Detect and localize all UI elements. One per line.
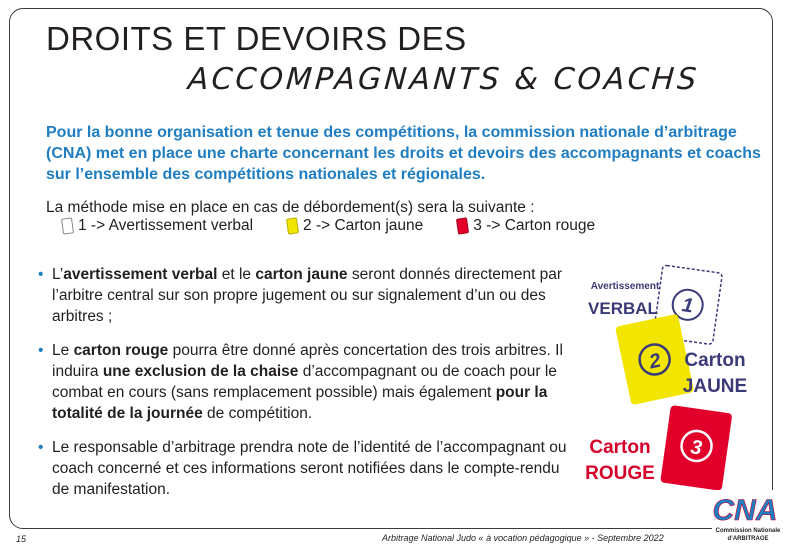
red-card bbox=[660, 405, 732, 491]
red-label-1: Carton bbox=[589, 437, 651, 458]
cna-logo-line1: Commission Nationale bbox=[715, 528, 781, 534]
red-card-icon bbox=[456, 217, 469, 234]
verbal-label-2: VERBAL bbox=[588, 299, 658, 318]
strong-text: carton jaune bbox=[255, 266, 348, 283]
cna-logo-letters: CNA bbox=[712, 494, 778, 527]
verbal-label-1: Avertissement bbox=[590, 281, 660, 292]
title-line-1: DROITS ET DEVOIRS DES bbox=[46, 20, 467, 57]
legend-label-yellow: 2 -> Carton jaune bbox=[303, 217, 424, 234]
legend-label-verbal: 1 -> Avertissement verbal bbox=[78, 217, 254, 234]
page-number: 15 bbox=[16, 534, 27, 544]
bullet-icon: • bbox=[38, 342, 44, 359]
legend-item-yellow bbox=[287, 217, 423, 235]
strong-text: carton rouge bbox=[73, 342, 169, 359]
text: Le bbox=[52, 342, 74, 359]
legend-item-verbal bbox=[62, 217, 253, 235]
strong-text: pour la totalité de la journée bbox=[52, 384, 548, 422]
title-line-2: ACCOMPAGNANTS & COACHS bbox=[186, 62, 701, 97]
method-text: La méthode mise en place en cas de débordement(s) sera la suivante : bbox=[46, 199, 535, 216]
yellow-label-1: Carton bbox=[684, 350, 746, 371]
text: Le responsable d’arbitrage prendra note de l’identité de l’accompagnant ou coach concerné et ces informations seront notifiées dans le compte-rendu de manifestation. bbox=[52, 439, 567, 498]
list-item bbox=[38, 340, 578, 424]
legend-item-red bbox=[457, 217, 595, 235]
cna-logo bbox=[712, 490, 782, 544]
text: d’accompagnant ou de coach pour le combat en cours (sans remplacement possible) mais également bbox=[52, 363, 557, 401]
card-legend bbox=[62, 217, 623, 235]
legend-label-red: 3 -> Carton rouge bbox=[473, 217, 596, 234]
list-item bbox=[38, 437, 578, 500]
intro-paragraph: Pour la bonne organisation et tenue des compétitions, la commission nationale d’arbitrage (CNA) met en place une charte concernant les droits et devoirs des accompagnants et coachs sur l’ensemble des compétitions nationales et régionales. bbox=[46, 124, 761, 183]
cards-illustration bbox=[585, 255, 775, 495]
bullet-icon: • bbox=[38, 439, 44, 456]
footer-text: Arbitrage National Judo « à vocation pédagogique » - Septembre 2022 bbox=[382, 533, 664, 543]
yellow-label-2: JAUNE bbox=[682, 376, 748, 397]
text: L’ bbox=[52, 266, 64, 283]
text: et le bbox=[217, 266, 256, 283]
red-label-2: ROUGE bbox=[585, 463, 655, 484]
text: seront donnés directement par l’arbitre central sur son propre jugement ou sur signalement d’un ou des arbitres ; bbox=[52, 266, 563, 325]
text: pourra être donné après concertation des trois arbitres. Il induira bbox=[52, 342, 563, 380]
text: de compétition. bbox=[202, 405, 313, 422]
bullet-icon: • bbox=[38, 266, 44, 283]
yellow-card-icon bbox=[286, 217, 299, 234]
strong-text: avertissement verbal bbox=[63, 266, 218, 283]
list-item bbox=[38, 264, 578, 327]
cna-logo-line2: d’ARBITRAGE bbox=[727, 536, 769, 542]
yellow-card-number: 2 bbox=[647, 349, 663, 374]
verbal-card-number: 1 bbox=[680, 294, 695, 318]
red-card-number: 3 bbox=[689, 436, 704, 460]
strong-text: une exclusion de la chaise bbox=[102, 363, 299, 380]
white-card-icon bbox=[61, 217, 74, 234]
rules-list bbox=[38, 264, 578, 513]
